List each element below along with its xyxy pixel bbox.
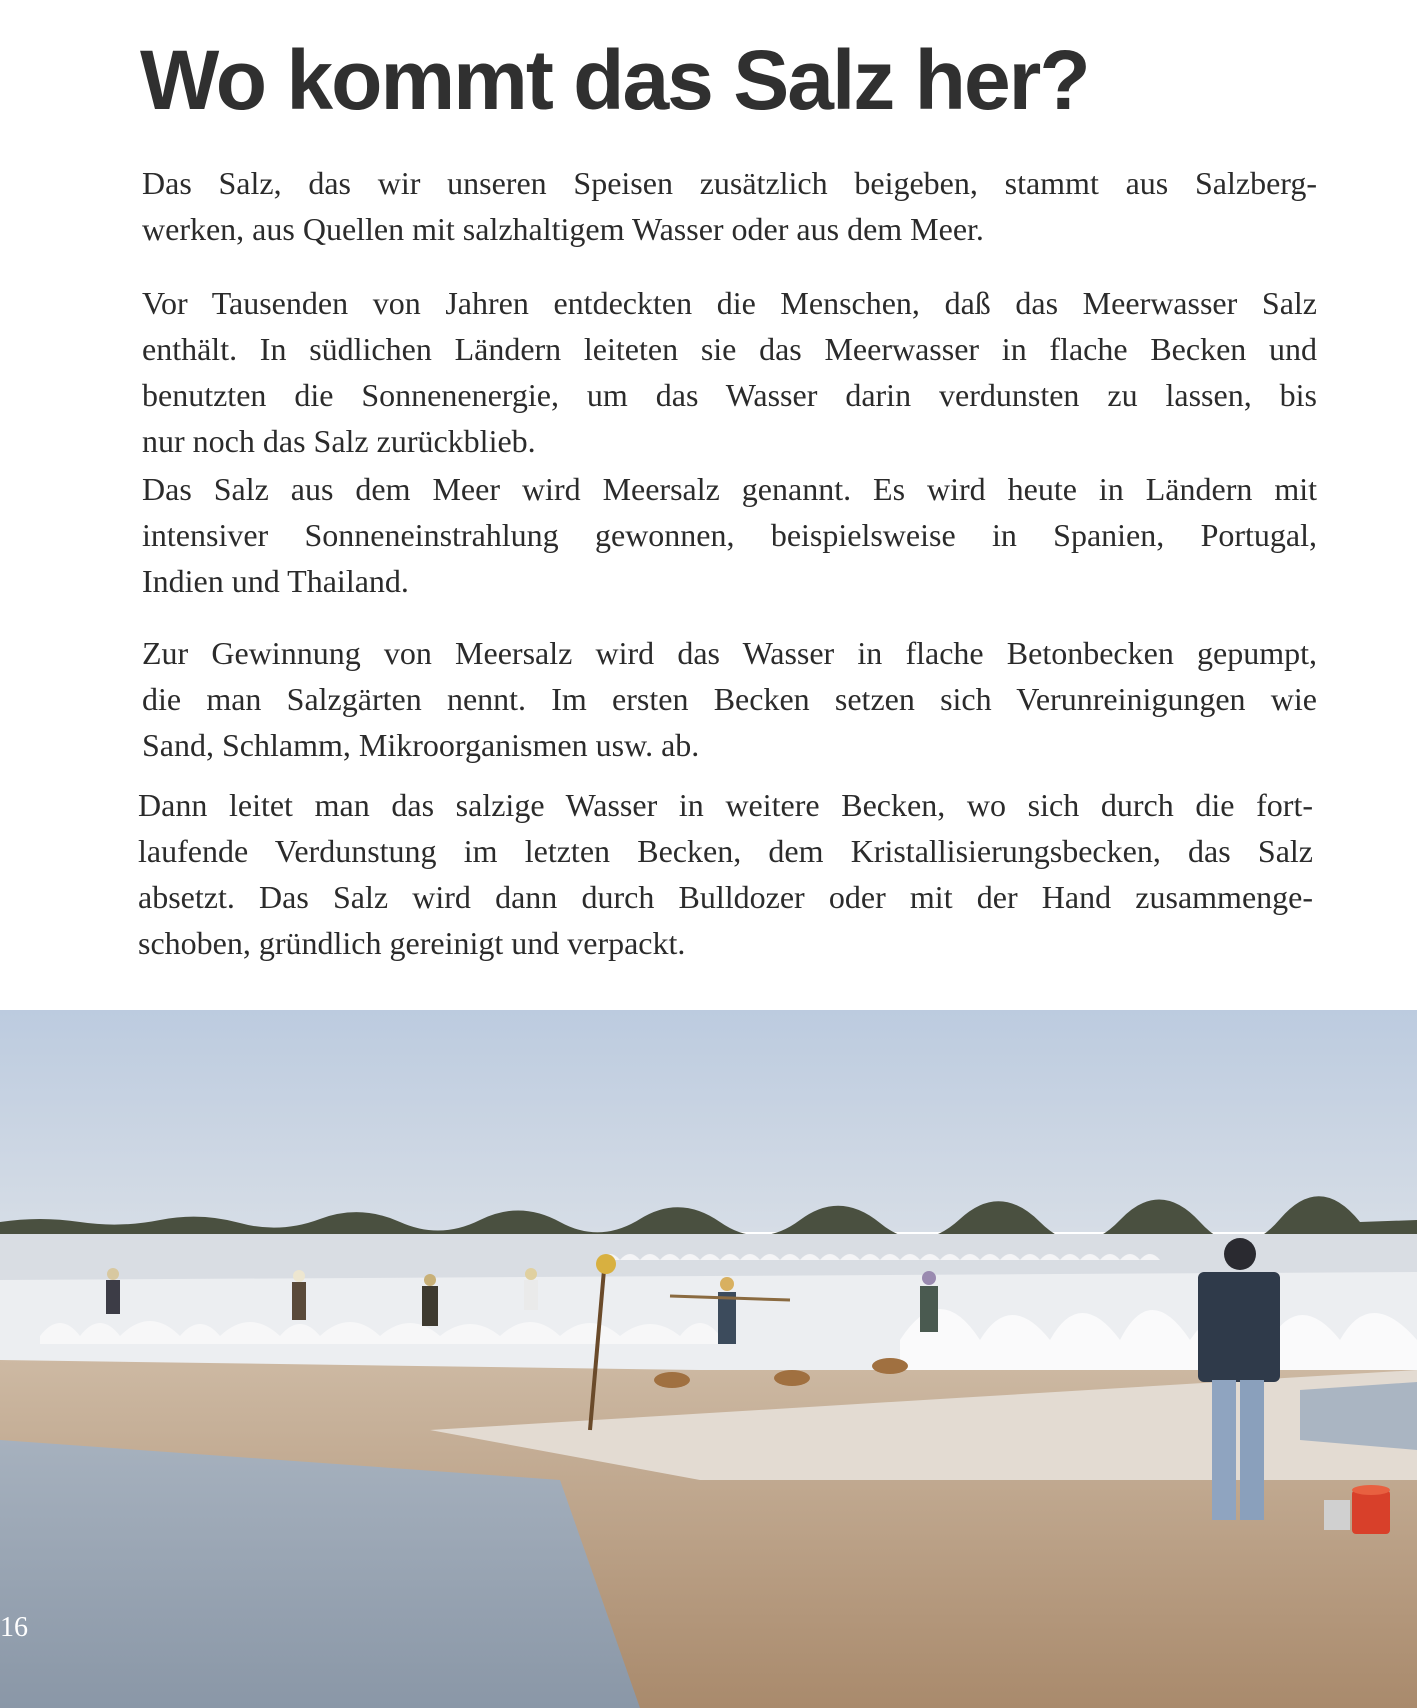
- text-line: Zur Gewinnung von Meersalz wird das Wasser in flache Betonbecken gepumpt,: [142, 635, 1317, 671]
- text-line: Vor Tausenden von Jahren entdeckten die Menschen, daß das Meerwasser Salz: [142, 285, 1317, 321]
- paragraph-salt-sources: [142, 160, 1317, 252]
- page-title: Wo kommt das Salz her?: [140, 33, 1089, 127]
- text-line: absetzt. Das Salz wird dann durch Bulldozer oder mit der Hand zusammenge-: [138, 879, 1313, 915]
- text-line: intensiver Sonneneinstrahlung gewonnen, beispielsweise in Spanien, Portugal,: [142, 517, 1317, 553]
- text-line: Das Salz, das wir unseren Speisen zusätzlich beigeben, stammt aus Salzberg-: [142, 165, 1317, 201]
- text-line: Indien und Thailand.: [142, 563, 409, 599]
- text-line: enthält. In südlichen Ländern leiteten sie das Meerwasser in flache Becken und: [142, 331, 1317, 367]
- worker: [106, 1268, 120, 1314]
- text-line: laufende Verdunstung im letzten Becken, dem Kristallisierungsbecken, das Salz: [138, 833, 1313, 869]
- text-line: Dann leitet man das salzige Wasser in weitere Becken, wo sich durch die fort-: [138, 787, 1313, 823]
- water-right: [1300, 1382, 1417, 1450]
- text-line: benutzten die Sonnenenergie, um das Wasser darin verdunsten zu lassen, bis: [142, 377, 1317, 413]
- worker: [292, 1270, 306, 1320]
- worker: [524, 1268, 538, 1310]
- worker: [422, 1274, 438, 1326]
- text-line: Sand, Schlamm, Mikroorganismen usw. ab.: [142, 727, 700, 763]
- page-number: 16: [0, 1612, 28, 1643]
- paragraph-salt-gardens: [142, 630, 1317, 768]
- text-line: werken, aus Quellen mit salzhaltigem Wasser oder aus dem Meer.: [142, 211, 984, 247]
- text-line: Das Salz aus dem Meer wird Meersalz genannt. Es wird heute in Ländern mit: [142, 471, 1317, 507]
- text-line: die man Salzgärten nennt. Im ersten Becken setzen sich Verunreinigungen wie: [142, 681, 1317, 717]
- water-channel: [0, 1440, 640, 1708]
- text-line: schoben, gründlich gereinigt und verpackt.: [138, 925, 686, 961]
- sky: [0, 1010, 1417, 1232]
- paragraph-sea-salt: [142, 466, 1317, 604]
- paragraph-history: [142, 280, 1317, 464]
- text-line: nur noch das Salz zurückblieb.: [142, 423, 536, 459]
- paragraph-crystallization: [138, 782, 1313, 966]
- salt-field-photo: [0, 1010, 1417, 1708]
